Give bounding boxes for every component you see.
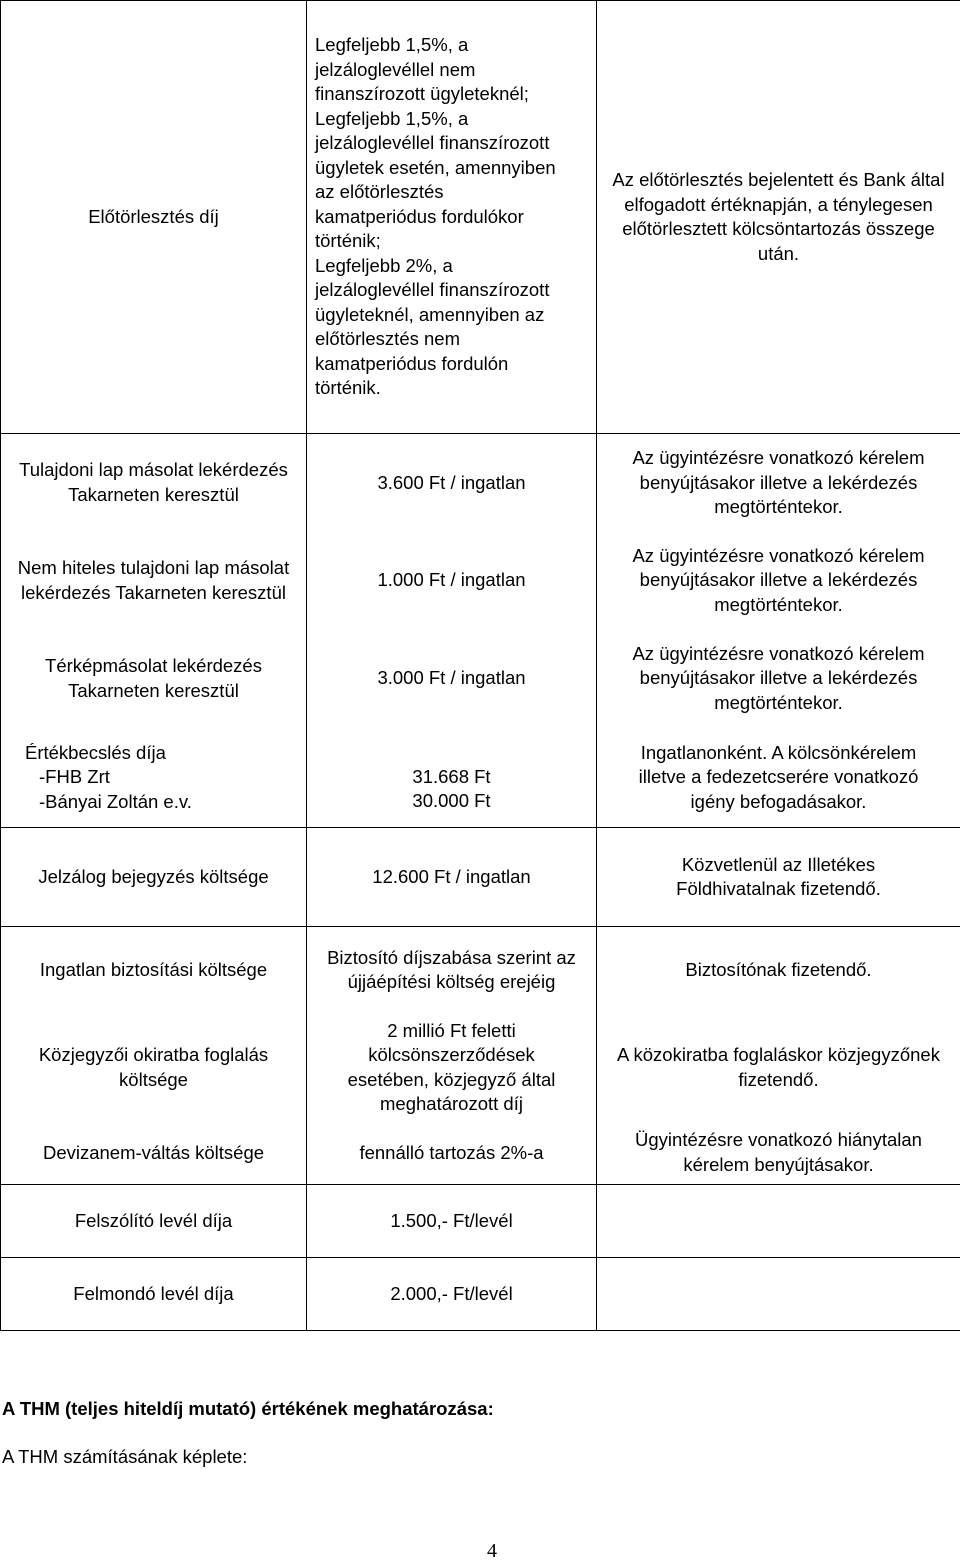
row-value bbox=[307, 728, 597, 828]
table-row bbox=[1, 1122, 960, 1185]
table-row bbox=[1, 828, 960, 927]
appraisal-value: 30.000 Ft bbox=[313, 789, 590, 814]
row-value: 1.000 Ft / ingatlan bbox=[307, 532, 597, 630]
row-label: Devizanem-váltás költsége bbox=[1, 1122, 307, 1185]
value-line: kamatperiódus fordulón bbox=[315, 352, 590, 377]
row-label bbox=[1, 728, 307, 828]
row-label: Ingatlan biztosítási költsége bbox=[1, 927, 307, 1014]
row-note: Biztosítónak fizetendő. bbox=[597, 927, 960, 1014]
value-line: előtörlesztés nem bbox=[315, 327, 590, 352]
table-row bbox=[1, 1258, 960, 1331]
row-label: Jelzálog bejegyzés költsége bbox=[1, 828, 307, 927]
value-line: történik. bbox=[315, 376, 590, 401]
table-row bbox=[1, 532, 960, 630]
row-label: Felmondó levél díja bbox=[1, 1258, 307, 1331]
value-line: ügyletek esetén, amennyiben bbox=[315, 156, 590, 181]
value-line: ügyleteknél, amennyiben az bbox=[315, 303, 590, 328]
value-line: jelzáloglevéllel finanszírozott bbox=[315, 278, 590, 303]
thm-formula-label: A THM számításának képlete: bbox=[2, 1446, 247, 1468]
row-note: Ügyintézésre vonatkozó hiánytalan kérelem benyújtásakor. bbox=[597, 1122, 960, 1185]
row-note: Az ügyintézésre vonatkozó kérelem benyújtásakor illetve a lekérdezés megtörténtekor. bbox=[597, 434, 960, 532]
row-value: 1.500,- Ft/levél bbox=[307, 1185, 597, 1258]
row-note: Közvetlenül az Illetékes Földhivatalnak fizetendő. bbox=[597, 828, 960, 927]
row-note: Az előtörlesztés bejelentett és Bank által elfogadott értéknapján, a ténylegesen előtörlesztett kölcsöntartozás összege után. bbox=[597, 1, 960, 434]
table-row bbox=[1, 1185, 960, 1258]
row-label: Térképmásolat lekérdezés Takarneten keresztül bbox=[1, 630, 307, 728]
table-row bbox=[1, 728, 960, 828]
value-line: Legfeljebb 1,5%, a bbox=[315, 107, 590, 132]
table-row bbox=[1, 434, 960, 532]
table-row bbox=[1, 927, 960, 1014]
value-line: jelzáloglevéllel finanszírozott bbox=[315, 131, 590, 156]
value-line: kamatperiódus fordulókor bbox=[315, 205, 590, 230]
row-label: Közjegyzői okiratba foglalás költsége bbox=[1, 1014, 307, 1122]
value-line: az előtörlesztés bbox=[315, 180, 590, 205]
row-label: Nem hiteles tulajdoni lap másolat lekérdezés Takarneten keresztül bbox=[1, 532, 307, 630]
value-line: finanszírozott ügyleteknél; bbox=[315, 82, 590, 107]
table-row bbox=[1, 630, 960, 728]
row-note: A közokiratba foglaláskor közjegyzőnek fizetendő. bbox=[597, 1014, 960, 1122]
row-note: Ingatlanonként. A kölcsönkérelem illetve a fedezetcserére vonatkozó igény befogadásakor. bbox=[597, 728, 960, 828]
thm-heading: A THM (teljes hiteldíj mutató) értékének meghatározása: bbox=[2, 1398, 494, 1420]
value-line: Legfeljebb 2%, a bbox=[315, 254, 590, 279]
row-value: 3.600 Ft / ingatlan bbox=[307, 434, 597, 532]
row-label: Előtörlesztés díj bbox=[1, 1, 307, 434]
appraisal-label: Értékbecslés díja bbox=[25, 741, 300, 766]
table-row bbox=[1, 1, 960, 434]
row-value: 2 millió Ft feletti kölcsönszerződések esetében, közjegyző által meghatározott díj bbox=[307, 1014, 597, 1122]
row-note bbox=[597, 1185, 960, 1258]
row-value: 3.000 Ft / ingatlan bbox=[307, 630, 597, 728]
row-note bbox=[597, 1258, 960, 1331]
value-line: jelzáloglevéllel nem bbox=[315, 58, 590, 83]
row-label: Felszólító levél díja bbox=[1, 1185, 307, 1258]
appraisal-value: 31.668 Ft bbox=[313, 765, 590, 790]
row-value bbox=[307, 1, 597, 434]
appraisal-provider: -FHB Zrt bbox=[25, 765, 300, 790]
row-note: Az ügyintézésre vonatkozó kérelem benyújtásakor illetve a lekérdezés megtörténtekor. bbox=[597, 532, 960, 630]
appraisal-provider: -Bányai Zoltán e.v. bbox=[25, 790, 300, 815]
value-line: történik; bbox=[315, 229, 590, 254]
row-value: Biztosító díjszabása szerint az újjáépítési költség erejéig bbox=[307, 927, 597, 1014]
row-label: Tulajdoni lap másolat lekérdezés Takarneten keresztül bbox=[1, 434, 307, 532]
table-row bbox=[1, 1014, 960, 1122]
page-number: 4 bbox=[0, 1540, 960, 1563]
row-value: 12.600 Ft / ingatlan bbox=[307, 828, 597, 927]
value-line: Legfeljebb 1,5%, a bbox=[315, 33, 590, 58]
row-note: Az ügyintézésre vonatkozó kérelem benyújtásakor illetve a lekérdezés megtörténtekor. bbox=[597, 630, 960, 728]
row-value: 2.000,- Ft/levél bbox=[307, 1258, 597, 1331]
row-value: fennálló tartozás 2%-a bbox=[307, 1122, 597, 1185]
